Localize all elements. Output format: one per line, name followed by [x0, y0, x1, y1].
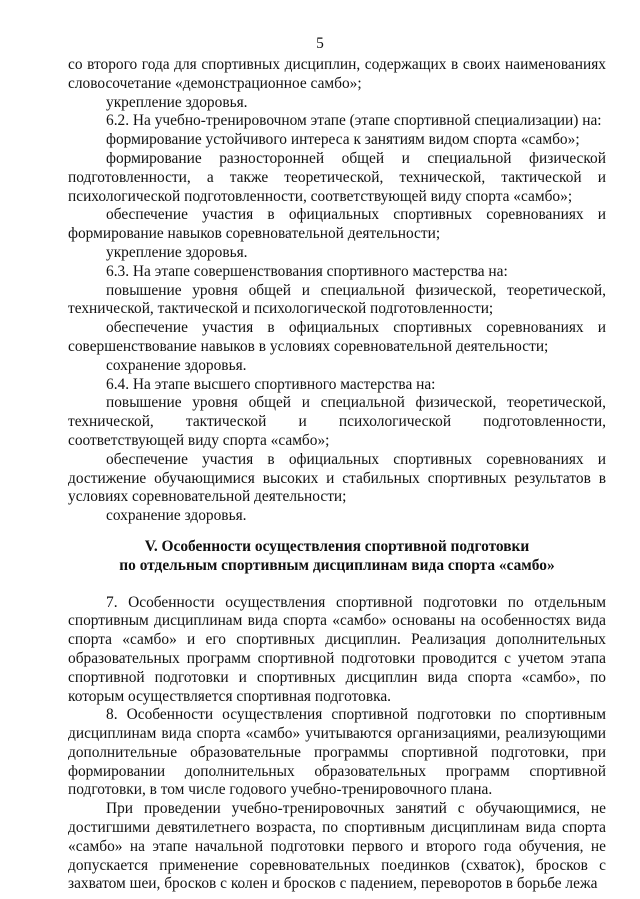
paragraph: сохранение здоровья. [106, 507, 247, 525]
section-heading-line-2: по отдельным спортивным дисциплинам вида спорта «самбо» [119, 556, 555, 574]
paragraph: обеспечение участия в официальных спортивных соревнованиях и достижение обучающимися высоких и стабильных спортивных результатов в условиях соревновательной деятельности; [68, 450, 606, 506]
paragraph: обеспечение участия в официальных спортивных соревнованиях и формирование навыков соревновательной деятельности; [68, 206, 606, 243]
paragraph: При проведении учебно-тренировочных занятий с обучающимися, не достигшими девятилетнего возраста, по спортивным дисциплинам вида спорта «самбо» на этапе начальной подготовки первого и второго года обучения, не допускается применение соревновательных поединков (схваток), бросков с захватом шеи, бросков с колен и бросков с падением, переворотов в борьбе лежа [68, 800, 606, 893]
paragraph: 7. Особенности осуществления спортивной подготовки по отдельным спортивным дисциплинам вида спорта «самбо» основаны на особенностях вида спорта «самбо» и его спортивных дисциплин. Реализация дополнительных образовательных программ спортивной подготовки проводится с учетом этапа спортивной подготовки и спортивных дисциплин вида спорта «самбо», по которым осуществляется спортивная подготовка. [68, 593, 606, 705]
paragraph: укрепление здоровья. [106, 93, 248, 111]
paragraph: формирование устойчивого интереса к занятиям видом спорта «самбо»; [106, 131, 580, 149]
paragraph: сохранение здоровья. [106, 356, 247, 374]
section-heading [68, 538, 606, 576]
paragraph: повышение уровня общей и специальной физической, теоретической, технической, тактической и психологической подготовленности, соответствующей виду спорта «самбо»; [68, 394, 606, 449]
paragraph: обеспечение участия в официальных спортивных соревнованиях и совершенствование навыков в условиях соревновательной деятельности; [68, 319, 606, 355]
paragraph: укрепление здоровья. [106, 243, 248, 261]
document-body [68, 56, 606, 894]
paragraph: 8. Особенности осуществления спортивной подготовки по спортивным дисциплинам вида спорта «самбо» учитываются организациями, реализующими дополнительные образовательные программы спортивной подготовки, при формировании дополнительных образовательных программ спортивной подготовки, в том числе годового учебно-тренировочного плана. [68, 706, 606, 799]
paragraph: со второго года для спортивных дисциплин, содержащих в своих наименованиях словосочетание «демонстрационное самбо»; [68, 56, 606, 92]
paragraphs-top [68, 56, 606, 526]
paragraph: 6.4. На этапе высшего спортивного мастерства на: [106, 375, 436, 393]
paragraph: формирование разносторонней общей и специальной физической подготовленности, а также теоретической, технической, тактической и психологической подготовленности, соответствующей виду спорта «самбо»; [68, 149, 606, 205]
page-number: 5 [316, 35, 324, 52]
section-heading-line-1: V. Особенности осуществления спортивной подготовки [144, 537, 530, 555]
paragraphs-bottom [68, 594, 606, 895]
paragraph: повышение уровня общей и специальной физической, теоретической, технической, тактической и психологической подготовленности; [68, 281, 606, 318]
paragraph: 6.2. На учебно-тренировочном этапе (этапе спортивной специализации) на: [106, 112, 602, 130]
paragraph: 6.3. На этапе совершенствования спортивного мастерства на: [106, 262, 508, 280]
